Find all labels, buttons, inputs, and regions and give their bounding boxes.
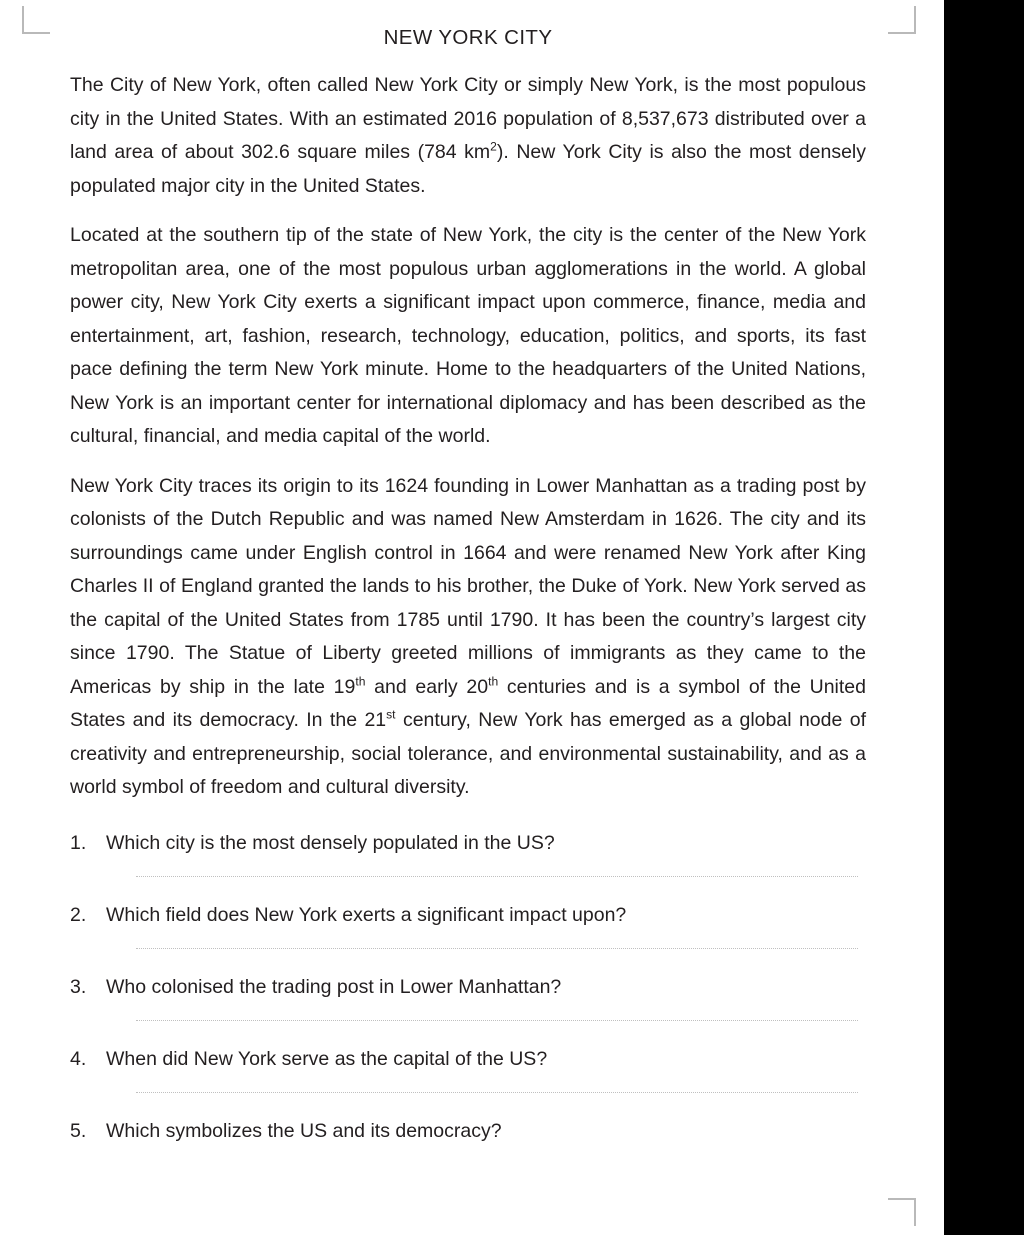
answer-line[interactable] [136,1019,858,1021]
crop-mark-bottom-right [888,1198,916,1226]
question-number: 2. [70,903,87,926]
paragraph-1: The City of New York, often called New York City or simply New York, is the most populous city in the United States. With an estimated 2016 population of 8,537,673 distributed over a land area of about 302.6 square miles (784 $km^2$). New York City is also the most densely populated major city in the United States. [70,74,867,197]
list-item [70,901,866,949]
crop-mark-top-left [22,6,50,34]
answer-line[interactable] [136,875,858,877]
question-number: 3. [70,975,87,998]
question-text: Which city is the most densely populated in the US? [106,831,555,854]
page-title: NEW YORK CITY [383,26,553,49]
paragraph-3: New York City traces its origin to its 1624 founding in Lower Manhattan as a trading post by colonists of the Dutch Republic and was named New Amsterdam in 1626. The city and its surroundings came under English control in 1664 and were renamed New York after King Charles II of England granted the lands to his brother, the Duke of York. New York served as the capital of the United States from 1785 until 1790. It has been the country’s largest city since 1790. The Statue of Liberty greeted millions of immigrants as they came to the Americas by ship in the late 19th and early 20th centuries and is a symbol of the United States and its democracy. In the 21st century, New York has emerged as a global node of creativity and entrepreneurship, social tolerance, and environmental sustainability, and as a world symbol of freedom and cultural diversity. [70,474,866,798]
question-number: 4. [70,1047,87,1070]
page-content [70,0,866,1235]
list-item [70,1117,866,1145]
question-number: 5. [70,1119,87,1142]
crop-mark-top-right [888,6,916,34]
paragraph-2: Located at the southern tip of the state of New York, the city is the center of the New York metropolitan area, one of the most populous urban agglomerations in the world. A global power city, New York City exerts a significant impact upon commerce, finance, media and entertainment, art, fashion, research, technology, education, politics, and sports, its fast pace defining the term New York minute. Home to the headquarters of the United Nations, New York is an important center for international diplomacy and has been described as the cultural, financial, and media capital of the world. [70,224,866,447]
list-item [70,1045,866,1093]
answer-line[interactable] [136,947,858,949]
list-item [70,973,866,1021]
question-text: When did New York serve as the capital of the US? [106,1047,548,1070]
answer-line[interactable] [136,1091,858,1093]
list-item [70,829,866,877]
question-text: Who colonised the trading post in Lower Manhattan? [106,975,562,998]
question-number: 1. [70,831,87,854]
question-text: Which symbolizes the US and its democracy? [106,1119,502,1142]
question-text: Which field does New York exerts a significant impact upon? [106,903,627,926]
page-edge-shadow [944,0,1024,1235]
question-list [70,829,866,1145]
